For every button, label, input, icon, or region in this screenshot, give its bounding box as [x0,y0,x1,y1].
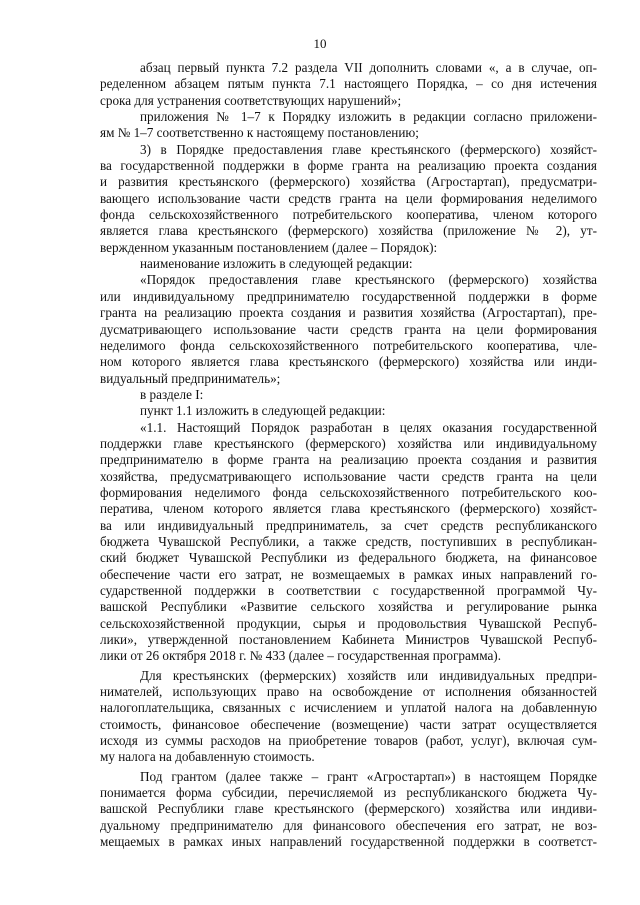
text-line: ва или индивидуальный предприниматель, за счет средств республиканского [100,517,597,533]
text-line: ном которого является глава крестьянского (фермерского) хозяйства или инди- [100,354,597,370]
text-line: фонда сельскохозяйственного потребительского кооператива, членом которого [100,207,597,223]
text-line: поддержки главе крестьянского (фермерского) хозяйства или индивидуальному [100,435,597,451]
text-line: формирования неделимого фонда сельскохозяйственного потребительского коо- [100,484,597,500]
text-line: является глава крестьянского (фермерского) хозяйства (приложение № 2), ут- [100,223,597,239]
text-line: понимается форма субсидии, перечисляемой из республиканского бюджета Чу- [100,785,597,801]
text-line: гранта на реализацию проекта создания и развития хозяйства (Агростартап), пре- [100,305,597,321]
text-line: или индивидуальному предпринимателю государственной поддержки в форме [100,288,597,304]
text-line: сударственной поддержки в соответствии с государственной программой Чу- [100,583,597,598]
text-line: обеспечение части его затрат, не возмещаемых в рамках иных направлений го- [100,566,597,582]
text-line: му налога на добавленную стоимость. [100,749,315,765]
text-line: вашской Республики главе крестьянского (фермерского) хозяйства или индиви- [100,801,597,817]
text-line: лики от 26 октября 2018 г. № 433 (далее – государственная программа). [100,648,501,664]
text-line: Для крестьянских (фермерских) хозяйств или индивидуальных предпри- [140,667,597,683]
text-line: Под грантом (далее также – грант «Агростартап») в настоящем Порядке [140,768,597,784]
text-line: бюджета Чувашской Республики, а также средств, поступивших в республикан- [100,533,597,549]
text-line: лики», утвержденной постановлением Кабинета Министров Чувашской Респуб- [100,632,597,648]
text-line: наименование изложить в следующей редакции: [140,256,413,272]
text-line: налогоплательщика, связанных с исчислением и уплатой налога на добавленную [100,700,597,716]
text-line: хозяйства, предусматривающего использование части средств гранта на цели [100,468,597,484]
text-line: и развития крестьянского (фермерского) хозяйства (Агростартап), предусматри- [100,174,597,190]
text-line: мещаемых в рамках иных направлений государственной поддержки в соответст- [100,834,597,850]
text-line: ператива, членом которого является глава крестьянского (фермерского) хозяйст- [100,501,597,517]
page-number: 10 [313,36,327,51]
text-line: дуальному предпринимателю для финансового обеспечения его затрат, не воз- [100,817,597,833]
text-line: неделимого фонда сельскохозяйственного потребительского кооператива, чле- [100,337,597,353]
text-line: ределенном абзацем пятым пункта 7.1 настоящего Порядка, – со дня истечения [100,76,597,92]
text-line: в разделе I: [140,386,204,402]
text-line: 3) в Порядке предоставления главе крестьянского (фермерского) хозяйст- [140,141,597,157]
text-line: «1.1. Настоящий Порядок разработан в целях оказания государственной [140,419,597,435]
text-line: вержденном указанным постановлением (далее – Порядок): [100,239,438,255]
text-line: ский бюджет Чувашской Республики из федерального бюджета, на финансовое [100,550,597,566]
text-line: сельскохозяйственной продукции, сырья и продовольствия Чувашской Респуб- [100,615,597,631]
document-body [100,60,597,851]
text-line: предпринимателю в форме гранта на реализацию проекта создания и развития [100,452,597,468]
text-line: абзац первый пункта 7.2 раздела VII дополнить словами «, а в случае, оп- [140,60,597,75]
text-line: вашской Республики «Развитие сельского хозяйства и регулирование рынка [100,599,597,615]
text-line: ва государственной поддержки в форме гранта на реализацию проекта создания [100,158,597,174]
text-line: срока для устранения соответствующих нарушений»; [100,92,402,108]
text-line: стоимость, финансовое обеспечение (возмещение) части затрат осуществляется [100,716,597,732]
text-line: видуальный предприниматель»; [100,370,281,386]
text-line: исходя из суммы расходов на приобретение товаров (работ, услуг), включая сум- [100,733,597,749]
text-line: пункт 1.1 изложить в следующей редакции: [140,403,386,419]
text-line: нимателей, использующих право на освобождение от исполнения обязанностей [100,684,597,700]
text-line: «Порядок предоставления главе крестьянского (фермерского) хозяйства [140,272,597,288]
text-line: ям № 1–7 соответственно к настоящему постановлению; [100,125,419,141]
text-line: вающего использование части средств гранта на цели формирования неделимого [100,190,597,206]
text-line: дусматривающего использование части средств гранта на цели формирования [100,321,597,337]
text-line: приложения № 1–7 к Порядку изложить в редакции согласно приложени- [140,109,597,125]
